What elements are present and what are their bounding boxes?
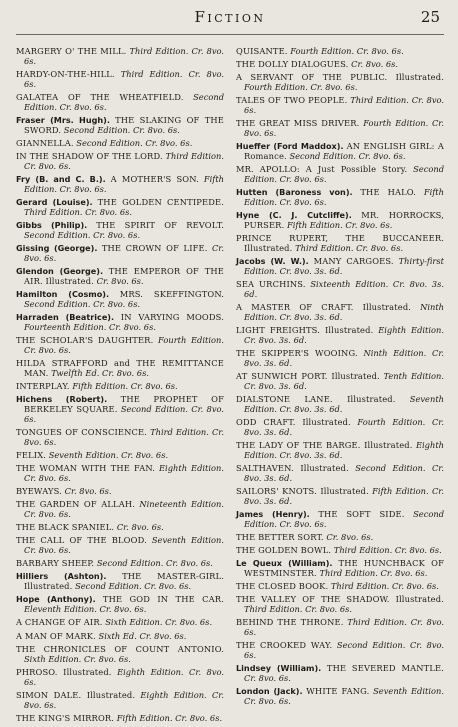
entry-title: IN THE SHADOW OF THE LORD.	[16, 151, 163, 162]
book-entry	[236, 119, 444, 139]
entry-details: Ninth Edition. Cr. 8vo. 3s. 6d.	[244, 302, 444, 323]
entry-details: Eighth Edition. Cr. 8vo. 6s.	[24, 463, 224, 484]
book-entry	[16, 47, 224, 67]
book-entry	[236, 582, 444, 592]
entry-details: Sixth Edition. Cr. 8vo. 6s.	[24, 653, 131, 664]
entry-details: Second Edition. Cr. 8vo. 6s.	[96, 558, 213, 569]
entry-title: DIALSTONE LANE. Illustrated.	[236, 394, 396, 405]
entry-details: Second Edition. Cr. 8vo. 6s.	[244, 164, 445, 185]
book-entry	[16, 70, 224, 90]
entry-details: Second Edition. Cr. 8vo. 6s.	[24, 230, 141, 240]
book-entry	[236, 546, 444, 556]
book-entry	[16, 290, 224, 310]
entry-details: Cr. 8vo. 6s.	[326, 532, 374, 543]
entry-details: Eighth Edition. Cr. 8vo. 3s. 6d.	[244, 325, 445, 346]
entry-title: THE KING'S MIRROR.	[16, 712, 115, 723]
entry-details: Second Edition. Cr. 8vo. 3s. 6d.	[244, 463, 444, 484]
entry-title: PHROSO. Illustrated.	[16, 666, 112, 677]
book-entry	[236, 487, 444, 507]
entry-details: Eleventh Edition. Cr. 8vo. 6s.	[24, 604, 147, 615]
book-entry	[16, 487, 224, 497]
entry-title: MRS. SKEFFINGTON.	[119, 289, 225, 300]
entry-details: Tenth Edition. Cr. 8vo. 3s. 6d.	[244, 371, 444, 392]
entry-title: INTERPLAY.	[16, 381, 70, 392]
entry-title: TALES OF TWO PEOPLE.	[236, 95, 348, 106]
entry-details: Third Edition. Cr. 8vo. 6s.	[24, 427, 225, 447]
entry-details: Seventh Edition. Cr. 8vo. 6s.	[24, 535, 224, 556]
entry-details: Third Edition. Cr. 8vo. 6s.	[24, 69, 224, 89]
entry-title: THE SKIPPER'S WOOING.	[236, 348, 358, 359]
entry-title: THE BLACK SPANIEL.	[16, 522, 115, 533]
book-entry	[16, 267, 224, 287]
book-entry	[16, 428, 224, 448]
entry-title: A CHANGE OF AIR.	[16, 617, 103, 628]
book-entry	[236, 142, 444, 162]
entry-title: A MOTHER'S SON.	[110, 174, 199, 185]
entry-details: Second Edition. Cr. 8vo. 6s.	[24, 404, 224, 424]
entry-author: Jacobs (W. W.).	[236, 256, 309, 267]
book-entry	[236, 687, 444, 707]
entry-title: SALTHAVEN. Illustrated.	[236, 463, 349, 474]
entry-details: Third Edition. Cr. 8vo. 6s.	[244, 617, 444, 638]
book-entry	[236, 372, 444, 392]
entry-details: Sixth Ed. Cr. 8vo. 6s.	[98, 630, 187, 641]
entry-title: THE HALO.	[360, 187, 417, 198]
book-entry	[236, 280, 444, 300]
book-entry	[16, 221, 224, 241]
entry-author: Harraden (Beatrice).	[16, 312, 115, 323]
entry-title: A SERVANT OF THE PUBLIC. Illustrated.	[236, 72, 444, 83]
book-entry	[236, 211, 444, 231]
entry-author: Glendon (George).	[16, 266, 104, 277]
book-entry	[236, 418, 444, 438]
book-entry	[16, 523, 224, 533]
entry-title: THE SLAKING OF THE SWORD.	[24, 115, 225, 135]
entry-title: THE SOFT SIDE.	[318, 509, 405, 520]
entry-details: Cr. 8vo. 6s.	[244, 673, 291, 684]
book-entry	[236, 349, 444, 369]
entry-author: Gibbs (Philip).	[16, 220, 88, 231]
book-entry	[16, 668, 224, 688]
book-entry	[236, 165, 444, 185]
entry-title: MR. APOLLO: A Just Possible Story.	[236, 164, 408, 175]
book-entry	[236, 533, 444, 543]
entry-title: THE SEVERED MANTLE.	[326, 663, 445, 674]
entry-title: QUISANTE.	[236, 46, 288, 56]
entry-details: Fourth Edition. Cr. 8vo. 6s.	[244, 118, 444, 139]
entry-title: THE LADY OF THE BARGE. Illustrated.	[236, 440, 413, 451]
page-title: Fiction	[194, 8, 266, 26]
entry-title: THE GOLDEN BOWL.	[236, 545, 332, 556]
book-entry	[236, 188, 444, 208]
entry-details: Ninth Edition. Cr. 8vo. 3s. 6d.	[244, 348, 445, 369]
book-entry	[16, 572, 224, 592]
entry-details: Third Edition. Cr. 8vo. 6s.	[24, 207, 133, 217]
entry-title: THE BETTER SORT.	[236, 532, 324, 543]
book-entry	[236, 257, 444, 277]
entry-author: Gissing (George).	[16, 243, 98, 254]
book-entry	[16, 632, 224, 642]
entry-details: Second Edition. Cr. 8vo. 6s.	[63, 124, 180, 135]
book-entry	[236, 664, 444, 684]
entry-author: Hueffer (Ford Maddox).	[236, 141, 344, 152]
entry-details: Second Edition. Cr. 8vo. 6s.	[244, 640, 445, 661]
entry-author: Le Queux (William).	[236, 558, 333, 569]
book-entry	[16, 336, 224, 356]
book-entry	[236, 595, 444, 615]
entry-details: Fifth Edition. Cr. 8vo. 3s. 6d.	[244, 486, 444, 507]
entry-details: Nineteenth Edition. Cr. 8vo. 6s.	[24, 499, 224, 520]
book-entry	[16, 618, 224, 628]
book-entry	[16, 691, 224, 711]
entry-columns	[16, 47, 444, 727]
entry-title: A MASTER OF CRAFT. Illustrated.	[236, 302, 412, 313]
entry-details: Second Edition. Cr. 8vo. 6s.	[24, 299, 141, 309]
entry-details: Eighth Edition. Cr. 8vo. 6s.	[24, 689, 224, 710]
entry-details: Fifth Edition. Cr. 8vo. 6s.	[72, 381, 178, 392]
book-entry	[16, 500, 224, 520]
entry-details: Fifth Edition. Cr. 8vo. 6s.	[24, 174, 225, 194]
entry-details: Second Edition. Cr. 8vo. 6s.	[289, 151, 406, 162]
entry-title: A MAN OF MARK.	[16, 630, 96, 641]
entry-title: ODD CRAFT. Illustrated.	[236, 417, 351, 428]
book-entry	[236, 559, 444, 579]
entry-author: Hamilton (Cosmo).	[16, 289, 110, 300]
book-entry	[236, 73, 444, 93]
book-entry	[236, 641, 444, 661]
book-entry	[16, 464, 224, 484]
entry-title: THE CROWN OF LIFE.	[101, 243, 208, 254]
entry-title: THE CROOKED WAY.	[236, 640, 333, 651]
entry-title: GIANNELLA.	[16, 138, 74, 148]
entry-details: Third Edition. Cr. 8vo. 6s.	[330, 581, 439, 592]
book-entry	[236, 441, 444, 461]
entry-title: GALATEA OF THE WHEATFIELD.	[16, 92, 184, 102]
entry-author: Hichens (Robert).	[16, 394, 108, 405]
entry-details: Fourteenth Edition. Cr. 8vo. 6s.	[24, 322, 156, 332]
entry-title: THE MASTER-GIRL. Illustrated.	[24, 571, 225, 592]
entry-title: SAILORS' KNOTS. Illustrated.	[236, 486, 369, 497]
entry-author: Fraser (Mrs. Hugh).	[16, 115, 110, 125]
entry-title: THE GARDEN OF ALLAH.	[16, 499, 136, 510]
entry-title: THE CLOSED BOOK.	[236, 581, 329, 592]
book-entry	[16, 359, 224, 379]
entry-author: Hope (Anthony).	[16, 594, 96, 605]
entry-details: Seventh Edition. Cr. 8vo. 6s.	[48, 450, 169, 461]
book-entry	[16, 198, 224, 218]
entry-author: James (Henry).	[236, 509, 310, 520]
entry-title: THE CALL OF THE BLOOD.	[16, 535, 147, 546]
entry-details: Fourth Edition. Cr. 8vo. 6s.	[24, 335, 224, 355]
entry-details: Cr. 8vo. 6s.	[64, 486, 112, 497]
entry-title: HILDA STRAFFORD and THE REMITTANCE MAN.	[16, 358, 224, 378]
book-entry	[16, 536, 224, 556]
entry-title: AN ENGLISH GIRL: A Romance.	[244, 141, 444, 162]
book-entry	[16, 93, 224, 113]
entry-title: THE EMPEROR OF THE AIR. Illustrated.	[24, 266, 224, 286]
book-entry	[236, 464, 444, 484]
entry-details: Second Edition. Cr. 8vo. 6s.	[244, 509, 445, 530]
entry-details: Third Edition. Cr. 8vo. 6s.	[244, 604, 353, 615]
entry-title: SIMON DALE. Illustrated.	[16, 689, 136, 700]
book-entry	[16, 175, 224, 195]
entry-details: Fourth Edition. Cr. 8vo. 6s.	[244, 82, 358, 93]
book-entry	[236, 303, 444, 323]
entry-details: Third Edition. Cr. 8vo. 6s.	[319, 568, 428, 579]
entry-details: Fourth Edition. Cr. 8vo. 6s.	[290, 46, 404, 56]
left-column	[16, 47, 224, 727]
book-entry	[16, 244, 224, 264]
page-number: 25	[420, 8, 440, 26]
entry-title: THE DOLLY DIALOGUES.	[236, 59, 349, 70]
entry-details: Seventh Edition. Cr. 8vo. 6s.	[244, 686, 444, 707]
entry-title: THE GOLDEN CENTIPEDE.	[97, 197, 224, 208]
entry-author: Gerard (Louise).	[16, 197, 93, 208]
entry-title: THE HUNCHBACK OF WESTMINSTER.	[244, 558, 444, 579]
entry-details: Sixteenth Edition. Cr. 8vo. 3s. 6d.	[244, 279, 444, 300]
book-entry	[16, 451, 224, 461]
entry-author: London (Jack).	[236, 686, 303, 697]
entry-details: Twelfth Ed. Cr. 8vo. 6s.	[51, 368, 149, 378]
book-entry	[236, 47, 444, 57]
entry-title: TONGUES OF CONSCIENCE.	[16, 427, 147, 438]
entry-details: Third Edition. Cr. 8vo. 6s.	[24, 151, 225, 171]
entry-title: BARBARY SHEEP.	[16, 558, 95, 569]
entry-title: THE SPIRIT OF REVOLT.	[96, 220, 224, 231]
entry-title: SEA URCHINS.	[236, 279, 306, 290]
entry-details: Sixth Edition. Cr. 8vo. 6s.	[105, 617, 213, 628]
entry-details: Cr. 8vo. 6s.	[96, 276, 144, 286]
entry-title: THE CHRONICLES OF COUNT ANTONIO.	[16, 643, 224, 654]
entry-title: PRINCE RUPERT, THE BUCCANEER. Illustrated.	[236, 233, 444, 254]
entry-title: THE GOD IN THE CAR.	[102, 594, 224, 605]
book-entry	[16, 559, 224, 569]
entry-title: THE WOMAN WITH THE FAN.	[16, 463, 156, 474]
entry-title: FELIX.	[16, 450, 47, 461]
right-column	[236, 47, 444, 727]
book-entry	[16, 152, 224, 172]
book-entry	[16, 595, 224, 615]
page-header	[16, 8, 444, 35]
book-entry	[236, 618, 444, 638]
book-entry	[16, 714, 224, 724]
entry-title: MANY CARGOES.	[313, 256, 394, 267]
book-entry	[16, 395, 224, 425]
entry-title: THE VALLEY OF THE SHADOW. Illustrated.	[236, 594, 444, 605]
book-entry	[236, 326, 444, 346]
entry-details: Fourth Edition. Cr. 8vo. 3s. 6d.	[244, 417, 444, 438]
book-entry	[16, 139, 224, 149]
entry-details: Eighth Edition. Cr. 8vo. 3s. 6d.	[244, 440, 445, 461]
entry-details: Cr. 8vo. 6s.	[24, 243, 224, 263]
entry-details: Second Edition. Cr. 8vo. 6s.	[75, 581, 192, 592]
entry-details: Third Edition. Cr. 8vo. 6s.	[244, 95, 445, 116]
book-entry	[16, 313, 224, 333]
entry-details: Seventh Edition. Cr. 8vo. 3s. 6d.	[244, 394, 444, 415]
entry-details: Cr. 8vo. 6s.	[351, 59, 399, 70]
entry-title: THE GREAT MISS DRIVER.	[236, 118, 360, 129]
book-entry	[236, 96, 444, 116]
book-entry	[16, 645, 224, 665]
entry-author: Hyne (C. J. Cutcliffe).	[236, 210, 352, 221]
entry-title: THE SCHOLAR'S DAUGHTER.	[16, 335, 154, 346]
entry-title: THE PROPHET OF BERKELEY SQUARE.	[24, 394, 225, 415]
entry-details: Third Edition. Cr. 8vo. 6s.	[295, 243, 404, 254]
entry-details: Thirty-first Edition. Cr. 8vo. 3s. 6d.	[244, 256, 444, 277]
book-entry	[16, 116, 224, 136]
entry-details: Eighth Edition. Cr. 8vo. 6s.	[24, 666, 224, 687]
book-entry	[236, 60, 444, 70]
book-entry	[16, 382, 224, 392]
entry-details: Second Edition. Cr. 8vo. 6s.	[24, 92, 225, 112]
entry-details: Cr. 8vo. 6s.	[116, 522, 164, 533]
entry-details: Fifth Edition. Cr. 8vo. 6s.	[244, 187, 444, 208]
entry-title: MARGERY O' THE MILL.	[16, 46, 127, 56]
entry-details: Fifth Edition. Cr. 8vo. 6s.	[287, 220, 393, 231]
entry-details: Third Edition. Cr. 8vo. 6s.	[24, 46, 225, 66]
entry-details: Third Edition. Cr. 8vo. 6s.	[333, 545, 442, 556]
entry-title: IN VARYING MOODS.	[120, 312, 225, 323]
entry-author: Hutten (Baroness von).	[236, 187, 353, 198]
book-entry	[236, 395, 444, 415]
book-entry	[236, 234, 444, 254]
entry-details: Fifth Edition. Cr. 8vo. 6s.	[116, 712, 223, 723]
entry-title: BEHIND THE THRONE.	[236, 617, 344, 628]
entry-author: Fry (B. and C. B.).	[16, 174, 106, 185]
entry-title: HARDY-ON-THE-HILL.	[16, 69, 115, 79]
entry-title: MR. HORROCKS, PURSER.	[244, 210, 445, 231]
entry-title: AT SUNWICH PORT. Illustrated.	[236, 371, 380, 382]
book-entry	[236, 510, 444, 530]
entry-title: WHITE FANG.	[306, 686, 370, 697]
entry-title: LIGHT FREIGHTS. Illustrated.	[236, 325, 374, 336]
entry-title: BYEWAYS.	[16, 486, 62, 497]
entry-details: Second Edition. Cr. 8vo. 6s.	[76, 138, 193, 148]
entry-author: Hilliers (Ashton).	[16, 571, 107, 582]
entry-author: Lindsey (William).	[236, 663, 322, 674]
